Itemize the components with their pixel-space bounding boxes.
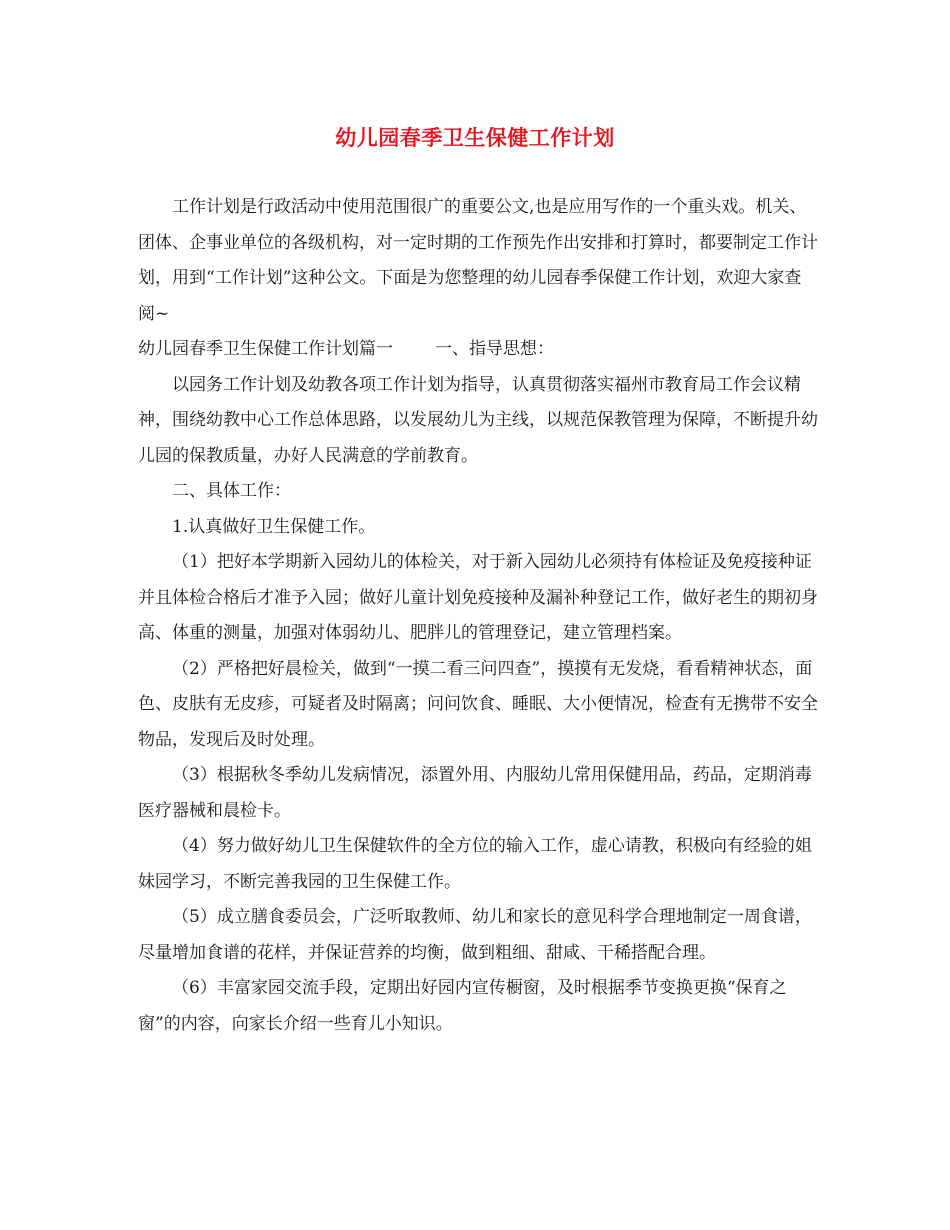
section-line xyxy=(138,332,818,368)
heading-specific-work: 二、具体工作： xyxy=(172,481,291,501)
item-paragraph: （3）根据秋冬季幼儿发病情况，添置外用、内服幼儿常用保健用品，药品，定期消毒医疗器械和晨检卡。 xyxy=(138,765,812,821)
document-body xyxy=(138,190,818,1042)
item-paragraph: （2）严格把好晨检关，做到“一摸二看三问四查”，摸摸有无发烧，看看精神状态，面色、皮肤有无皮疹，可疑者及时隔离；问问饮食、睡眠、大小便情况，检查有无携带不安全物品，发现后及时处理。 xyxy=(138,658,818,750)
item-paragraph: （5）成立膳食委员会，广泛听取教师、幼儿和家长的意见科学合理地制定一周食谱，尽量增加食谱的花样，并保证营养的均衡，做到粗细、甜咸、干稀搭配合理。 xyxy=(138,907,812,963)
subheading-health-care: 1.认真做好卫生保健工作。 xyxy=(172,516,376,537)
section-label: 幼儿园春季卫生保健工作计划篇一 xyxy=(138,339,393,359)
intro-paragraph: 工作计划是行政活动中使用范围很广的重要公文,也是应用写作的一个重头戏。机关、团体、企事业单位的各级机构，对一定时期的工作预先作出安排和打算时，都要制定工作计划，用到“工作计划”这种公文。下面是为您整理的幼儿园春季保健工作计划，欢迎大家查阅~ xyxy=(138,197,818,324)
document-title: 幼儿园春季卫生保健工作计划 xyxy=(335,125,615,150)
guiding-paragraph: 以园务工作计划及幼教各项工作计划为指导，认真贯彻落实福州市教育局工作会议精神，围绕幼教中心工作总体思路，以发展幼儿为主线，以规范保教管理为保障，不断提升幼儿园的保教质量，办好人民满意的学前教育。 xyxy=(138,374,818,466)
item-paragraph: （1）把好本学期新入园幼儿的体检关，对于新入园幼儿必须持有体检证及免疫接种证并且体检合格后才准予入园；做好儿童计划免疫接种及漏补种登记工作，做好老生的期初身高、体重的测量，加强对体弱幼儿、肥胖儿的管理登记，建立管理档案。 xyxy=(138,552,818,643)
item-paragraph: （6）丰富家园交流手段，定期出好园内宣传橱窗，及时根据季节变换更换“保育之窗”的内容，向家长介绍一些育儿小知识。 xyxy=(138,978,787,1034)
heading-guiding-principle: 一、指导思想： xyxy=(435,339,554,359)
item-paragraph: （4）努力做好幼儿卫生保健软件的全方位的输入工作，虚心请教，积极向有经验的姐妹园学习，不断完善我园的卫生保健工作。 xyxy=(138,836,812,892)
